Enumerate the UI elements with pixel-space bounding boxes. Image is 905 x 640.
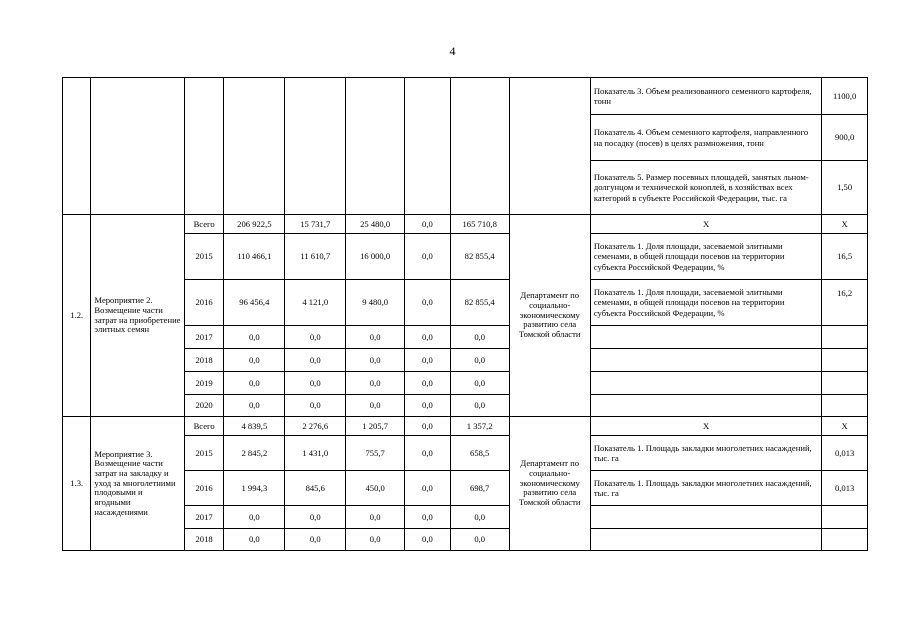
amount-cell: 0,0 xyxy=(405,280,451,326)
amount-cell: 9 480,0 xyxy=(346,280,405,326)
amount-cell: 4 839,5 xyxy=(224,417,285,436)
amount-cell: 1 357,2 xyxy=(450,417,509,436)
year-cell: Всего xyxy=(184,417,224,436)
amount-cell: 82 855,4 xyxy=(450,280,509,326)
indicator-value xyxy=(822,349,868,372)
amount-cell: 0,0 xyxy=(346,326,405,349)
indicator-cell xyxy=(590,372,821,395)
indicator-cell xyxy=(590,326,821,349)
indicator-value: 1100,0 xyxy=(822,78,868,115)
amount-cell: 0,0 xyxy=(405,506,451,529)
amount-cell: 0,0 xyxy=(450,506,509,529)
amount-cell: 0,0 xyxy=(405,529,451,551)
amount-cell: 110 466,1 xyxy=(224,234,285,280)
empty-cell xyxy=(509,78,590,215)
year-cell: 2017 xyxy=(184,326,224,349)
amount-cell: 0,0 xyxy=(405,395,451,417)
amount-cell: 0,0 xyxy=(285,372,346,395)
department-cell: Департамент по социально-экономическому развитию села Томской области xyxy=(509,417,590,551)
amount-cell: 16 000,0 xyxy=(346,234,405,280)
amount-cell: 658,5 xyxy=(450,436,509,471)
amount-cell: 0,0 xyxy=(224,506,285,529)
amount-cell: 0,0 xyxy=(405,326,451,349)
amount-cell: 82 855,4 xyxy=(450,234,509,280)
indicator-cell: Показатель 1. Площадь закладки многолетних насаждений, тыс. га xyxy=(590,436,821,471)
amount-cell: 0,0 xyxy=(405,234,451,280)
table-row xyxy=(63,215,868,234)
amount-cell: 0,0 xyxy=(285,529,346,551)
indicator-value: Х xyxy=(822,215,868,234)
indicator-value xyxy=(822,326,868,349)
indicator-cell: Показатель 4. Объем семенного картофеля, направленного на посадку (посев) в целях размножения, тонн xyxy=(590,115,821,161)
year-cell: 2019 xyxy=(184,372,224,395)
year-cell: 2020 xyxy=(184,395,224,417)
empty-cell xyxy=(224,78,285,215)
empty-cell xyxy=(405,78,451,215)
indicator-value: 16,5 xyxy=(822,234,868,280)
indicator-cell: Показатель 3. Объем реализованного семенного картофеля, тонн xyxy=(590,78,821,115)
section-number: 1.3. xyxy=(63,417,91,551)
amount-cell: 2 845,2 xyxy=(224,436,285,471)
indicator-cell xyxy=(590,529,821,551)
year-cell: 2016 xyxy=(184,280,224,326)
amount-cell: 0,0 xyxy=(450,349,509,372)
indicator-value: 0,013 xyxy=(822,436,868,471)
indicator-value xyxy=(822,506,868,529)
amount-cell: 0,0 xyxy=(450,395,509,417)
department-cell: Департамент по социально-экономическому развитию села Томской области xyxy=(509,215,590,417)
amount-cell: 2 276,6 xyxy=(285,417,346,436)
table-row xyxy=(63,78,868,115)
indicator-cell xyxy=(590,395,821,417)
amount-cell: 11 610,7 xyxy=(285,234,346,280)
amount-cell: 0,0 xyxy=(346,349,405,372)
amount-cell: 0,0 xyxy=(224,349,285,372)
indicator-cell: Показатель 1. Доля площади, засеваемой элитными семенами, в общей площади посевов на территории субъекта Российской Федерации, % xyxy=(590,280,821,326)
year-cell: Всего xyxy=(184,215,224,234)
amount-cell: 96 456,4 xyxy=(224,280,285,326)
indicator-cell xyxy=(590,506,821,529)
amount-cell: 698,7 xyxy=(450,471,509,506)
amount-cell: 1 431,0 xyxy=(285,436,346,471)
section-number: 1.2. xyxy=(63,215,91,417)
amount-cell: 0,0 xyxy=(224,529,285,551)
empty-cell xyxy=(184,78,224,215)
empty-cell xyxy=(346,78,405,215)
amount-cell: 450,0 xyxy=(346,471,405,506)
page-number: 4 xyxy=(449,44,456,58)
amount-cell: 25 480,0 xyxy=(346,215,405,234)
empty-cell xyxy=(63,78,91,215)
amount-cell: 1 994,3 xyxy=(224,471,285,506)
amount-cell: 0,0 xyxy=(346,395,405,417)
amount-cell: 0,0 xyxy=(405,471,451,506)
amount-cell: 0,0 xyxy=(285,326,346,349)
amount-cell: 0,0 xyxy=(405,436,451,471)
amount-cell: 0,0 xyxy=(405,349,451,372)
amount-cell: 165 710,8 xyxy=(450,215,509,234)
empty-cell xyxy=(91,78,184,215)
amount-cell: 0,0 xyxy=(450,372,509,395)
amount-cell: 0,0 xyxy=(346,506,405,529)
amount-cell: 0,0 xyxy=(450,326,509,349)
program-table xyxy=(62,77,868,551)
indicator-cell: Показатель 1. Площадь закладки многолетних насаждений, тыс. га xyxy=(590,471,821,506)
amount-cell: 0,0 xyxy=(405,417,451,436)
year-cell: 2015 xyxy=(184,436,224,471)
year-cell: 2018 xyxy=(184,349,224,372)
indicator-value: 900,0 xyxy=(822,115,868,161)
amount-cell: 1 205,7 xyxy=(346,417,405,436)
indicator-cell: Показатель 5. Размер посевных площадей, занятых льном-долгунцом и технической коноплей, в хозяйствах всех категорий в субъекте Российской Федерации, тыс. га xyxy=(590,161,821,215)
year-cell: 2016 xyxy=(184,471,224,506)
year-cell: 2015 xyxy=(184,234,224,280)
indicator-cell: Х xyxy=(590,417,821,436)
amount-cell: 0,0 xyxy=(285,506,346,529)
amount-cell: 0,0 xyxy=(285,395,346,417)
year-cell: 2017 xyxy=(184,506,224,529)
empty-cell xyxy=(285,78,346,215)
indicator-cell: Показатель 1. Доля площади, засеваемой элитными семенами, в общей площади посевов на территории субъекта Российской Федерации, % xyxy=(590,234,821,280)
indicator-value xyxy=(822,395,868,417)
amount-cell: 0,0 xyxy=(224,372,285,395)
indicator-value xyxy=(822,529,868,551)
amount-cell: 206 922,5 xyxy=(224,215,285,234)
section-title: Мероприятие 2. Возмещение части затрат на приобретение элитных семян xyxy=(91,215,184,417)
amount-cell: 0,0 xyxy=(405,215,451,234)
section-title: Мероприятие 3. Возмещение части затрат на закладку и уход за многолетними плодовыми и ягодными насаждениями xyxy=(91,417,184,551)
amount-cell: 0,0 xyxy=(224,395,285,417)
amount-cell: 15 731,7 xyxy=(285,215,346,234)
indicator-value: 1,50 xyxy=(822,161,868,215)
indicator-value: 16,2 xyxy=(822,280,868,326)
indicator-value xyxy=(822,372,868,395)
amount-cell: 0,0 xyxy=(405,372,451,395)
amount-cell: 0,0 xyxy=(346,529,405,551)
amount-cell: 0,0 xyxy=(224,326,285,349)
amount-cell: 0,0 xyxy=(285,349,346,372)
indicator-value: Х xyxy=(822,417,868,436)
indicator-cell: Х xyxy=(590,215,821,234)
year-cell: 2018 xyxy=(184,529,224,551)
amount-cell: 4 121,0 xyxy=(285,280,346,326)
empty-cell xyxy=(450,78,509,215)
amount-cell: 845,6 xyxy=(285,471,346,506)
amount-cell: 0,0 xyxy=(450,529,509,551)
amount-cell: 0,0 xyxy=(346,372,405,395)
amount-cell: 755,7 xyxy=(346,436,405,471)
table-row xyxy=(63,417,868,436)
indicator-cell xyxy=(590,349,821,372)
indicator-value: 0,013 xyxy=(822,471,868,506)
